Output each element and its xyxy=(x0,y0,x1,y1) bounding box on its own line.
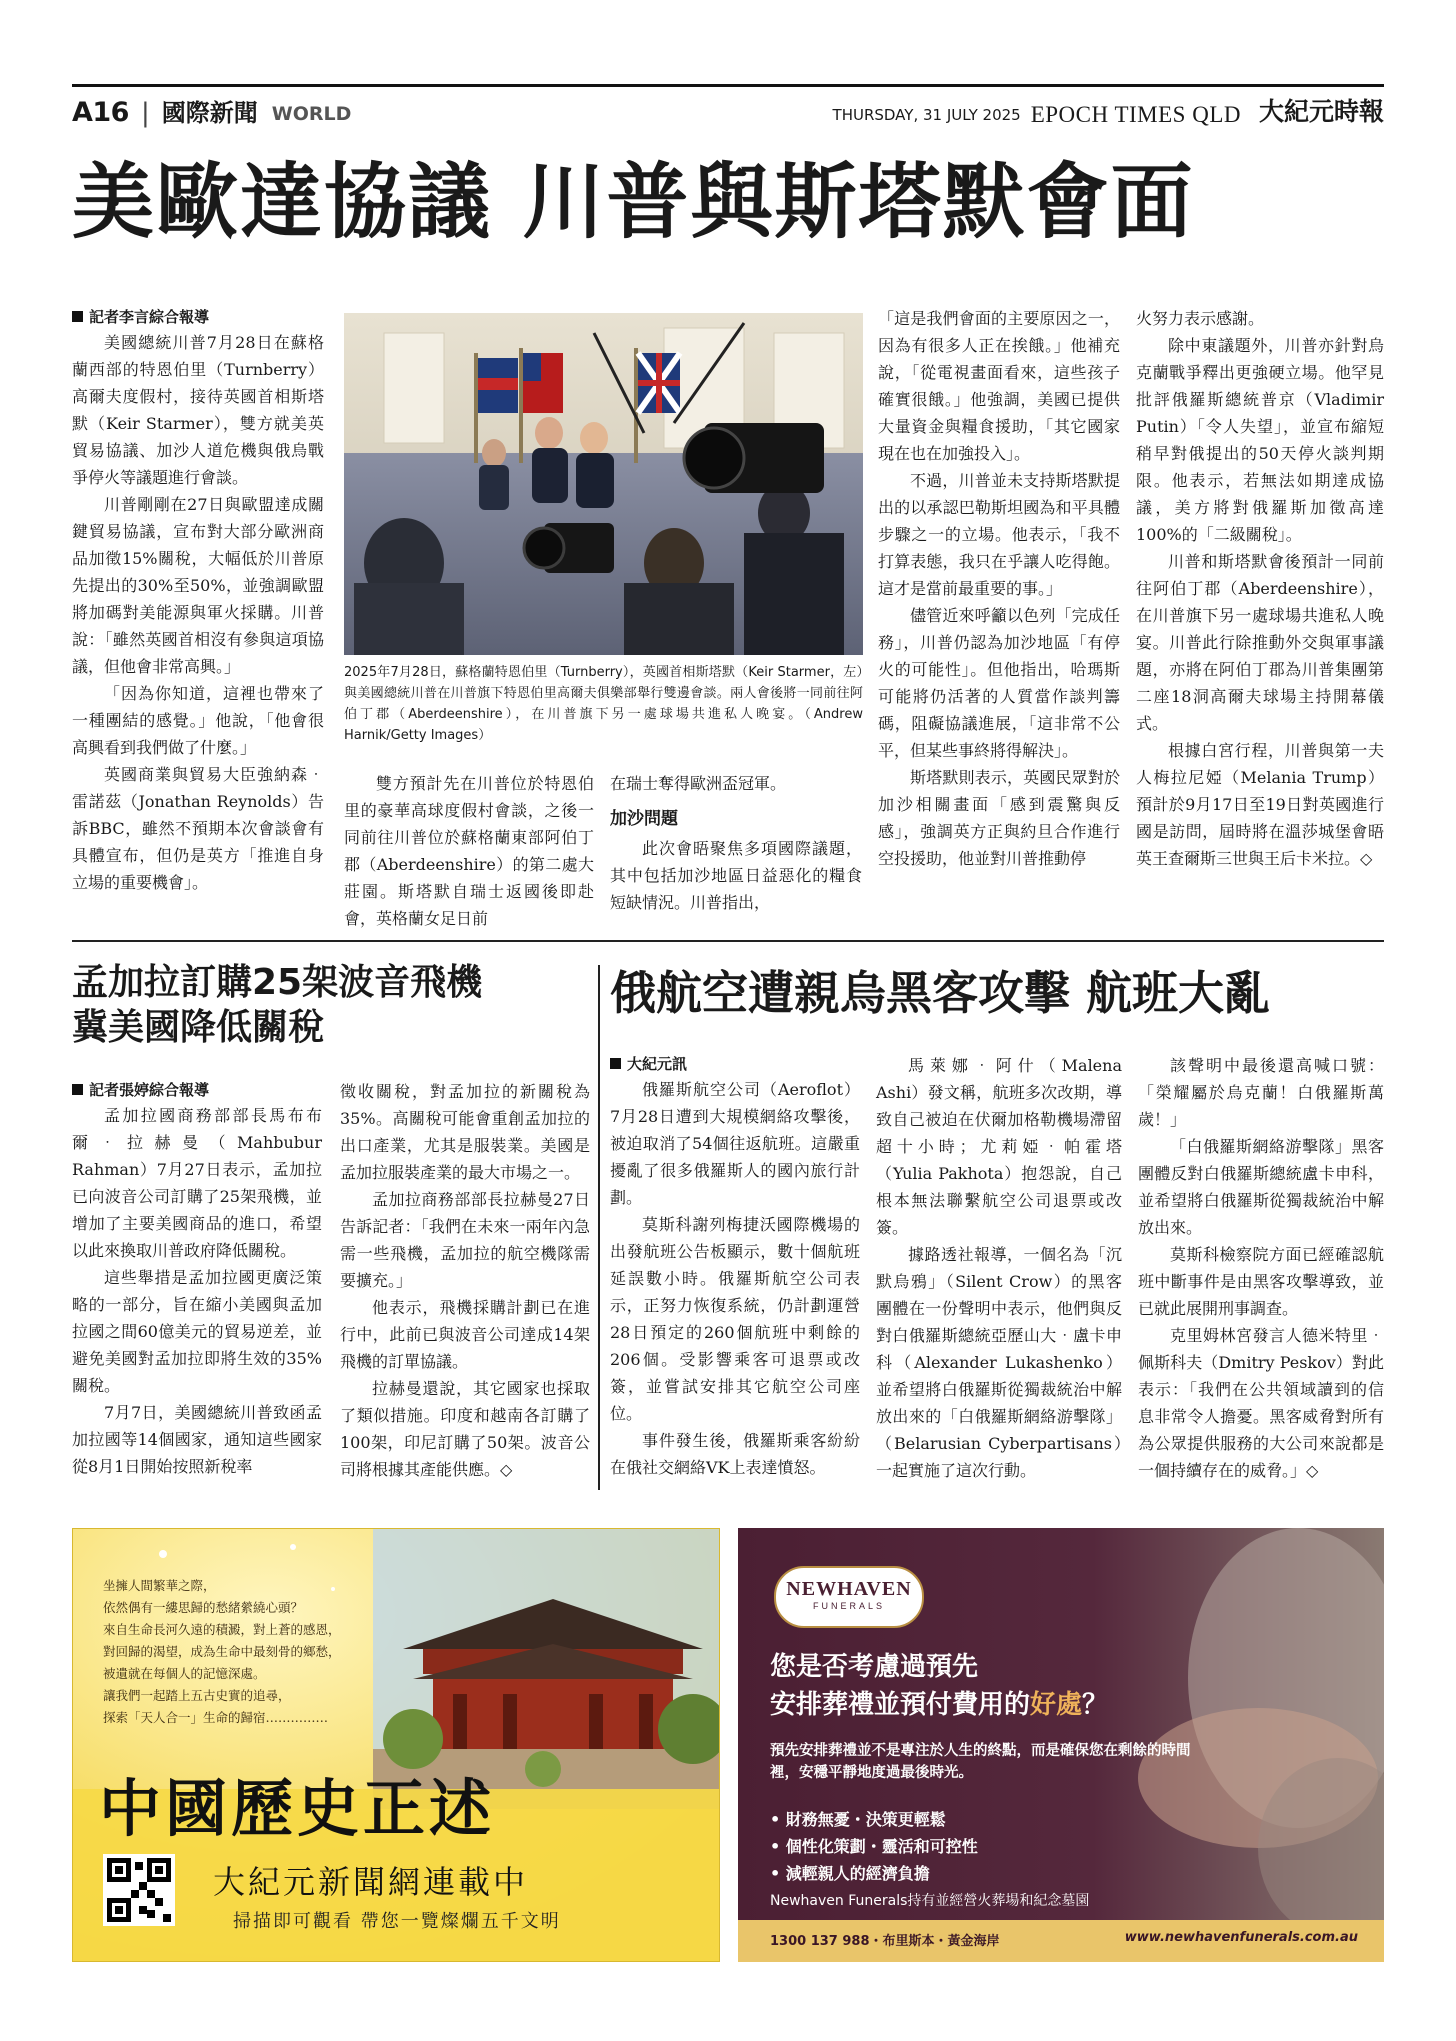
header-divider: | xyxy=(140,98,150,128)
section-title-cn: 國際新聞 xyxy=(161,99,258,127)
paragraph: 不過，川普並未支持斯塔默提出的以承認巴勒斯坦國為和平具體步驟之一的立場。他表示，「我不打算表態，我只在乎讓人吃得飽。這才是當前最重要的事。」 xyxy=(878,471,1120,598)
story2-byline: 記者張婷綜合報導 xyxy=(72,1078,322,1102)
qr-code[interactable] xyxy=(103,1854,175,1926)
ad-subtitle: 大紀元新聞網連載中 xyxy=(213,1863,529,1901)
story1-column-4 xyxy=(878,305,1120,872)
paragraph: 這些舉措是孟加拉國更廣泛策略的一部分，旨在縮小美國與孟加拉國之間60億美元的貿易逆差，並避免美國對孟加拉即將生效的35%關稅。 xyxy=(72,1268,322,1395)
ad-bullets: • 財務無憂・決策更輕鬆 • 個性化策劃・靈活和可控性 • 減輕親人的經濟負擔 xyxy=(770,1810,978,1883)
paragraph: 「這是我們會面的主要原因之一，因為有很多人正在挨餓。」他補充說，「從電視畫面看來，這些孩子確實很餓。」他強調，美國已提供大量資金與糧食援助，「其它國家現在也在加強投入」。 xyxy=(878,309,1120,463)
paragraph: 「白俄羅斯網絡游擊隊」黑客團體反對白俄羅斯總統盧卡申科，並希望將白俄羅斯從獨裁統治中解放出來。 xyxy=(1138,1137,1384,1237)
paragraph: 川普和斯塔默會後預計一同前往阿伯丁郡（Aberdeenshire），在川普旗下另一處球場共進私人晚宴。川普此行除推動外交與軍事議題，亦將在阿伯丁郡為川普集團第二座18洞高爾夫球場主持開幕儀式。 xyxy=(1136,552,1384,733)
paragraph: 英國商業與貿易大臣強納森‧雷諾茲（Jonathan Reynolds）告訴BBC，雖然不預期本次會談會有具體宣布，但仍是英方「推進自身立場的重要機會」。 xyxy=(72,765,324,892)
history-ad[interactable] xyxy=(72,1528,720,1962)
ad-title: 中國歷史正述 xyxy=(99,1772,496,1845)
story3-byline: 大紀元訊 xyxy=(610,1052,860,1076)
paragraph: 馬萊娜‧阿什（Malena Ashi）發文稱，航班多次改期，導致自己被迫在伏爾加格勒機場滯留超十小時；尤莉婭‧帕霍塔（Yulia Pakhota）抱怨說，自己根本無法聯繫航空公司退票或改簽。 xyxy=(876,1056,1122,1237)
paragraph: 火努力表示感謝。 xyxy=(1136,309,1265,328)
photo-caption: 2025年7月28日，蘇格蘭特恩伯里（Turnberry），英國首相斯塔默（Keir Starmer，左）與美國總統川普在川普旗下特恩伯里高爾夫俱樂部舉行雙邊會談。兩人會後將一同前往阿伯丁郡（Aberdeenshire），在川普旗下另一處球場共進私人晚宴。（Andrew Harnik/Getty Images） xyxy=(344,665,863,743)
story2-column-2 xyxy=(340,1078,590,1483)
ad-poem: 坐擁人間繁華之際， 依然偶有一縷思歸的愁緒縈繞心頭？ 來自生命長河久遠的積澱，對上蒼的感恩， 對回歸的渴望，成為生命中最刻骨的鄉愁， 被遺就在每個人的記憶深處。 讓我們一起踏上五古史實的追尋， 探索「天人合一」生命的歸宿…………… xyxy=(103,1578,341,1725)
paragraph: 徵收關稅，對孟加拉的新關稅為35%。高關稅可能會重創孟加拉的出口產業，尤其是服裝業。美國是孟加拉服裝產業的最大市場之一。 xyxy=(340,1082,590,1182)
story3-column-1 xyxy=(610,1052,860,1481)
ad-tagline: 掃描即可觀看 帶您一覽燦爛五千文明 xyxy=(233,1911,561,1932)
newhaven-ad[interactable] xyxy=(738,1528,1384,1962)
paragraph: 莫斯科檢察院方面已經確認航班中斷事件是由黑客攻擊導致，並已就此展開刑事調查。 xyxy=(1138,1245,1384,1318)
paper-name-en: EPOCH TIMES QLD xyxy=(1030,102,1241,127)
story3-column-2 xyxy=(876,1052,1122,1484)
ad-website-link[interactable]: www.newhavenfunerals.com.au xyxy=(1124,1930,1358,1945)
ad-headline: 您是否考慮過預先 安排葬禮並預付費用的好處？ xyxy=(770,1652,1109,1720)
paragraph: 川普剛剛在27日與歐盟達成關鍵貿易協議，宣布對大部分歐洲商品加徵15%關稅，大幅低於川普原先提出的30%至50%，並強調歐盟將加碼對美能源與軍火採購。川普說：「雖然英國首相沒有參與這項協議，但他會非常高興。」 xyxy=(72,495,324,676)
paragraph: 事件發生後，俄羅斯乘客紛紛在俄社交網絡VK上表達憤怒。 xyxy=(610,1431,860,1477)
newhaven-logo: NEWHAVEN FUNERALS xyxy=(774,1566,924,1628)
paragraph: 儘管近來呼籲以色列「完成任務」，川普仍認為加沙地區「有停火的可能性」。但他指出，哈瑪斯可能將仍活著的人質當作談判籌碼，阻礙協議進展，「這非常不公平，但某些事終將得解決」。 xyxy=(878,606,1120,760)
paragraph: 此次會晤聚焦多項國際議題，其中包括加沙地區日益惡化的糧食短缺情況。川普指出， xyxy=(610,839,862,912)
story2-headline: 孟加拉訂購25架波音飛機 冀美國降低關稅 xyxy=(72,962,483,1048)
story1-column-2 xyxy=(344,770,594,932)
bullet-dot-icon: • xyxy=(770,1864,786,1883)
paragraph: 拉赫曼還說，其它國家也採取了類似措施。印度和越南各訂購了100架，印尼訂購了50架。波音公司將根據其產能供應。◇ xyxy=(340,1379,590,1479)
paragraph: 「因為你知道，這裡也帶來了一種團結的感覺。」他說，「他會很高興看到我們做了什麼。」 xyxy=(72,684,324,757)
issue-date: THURSDAY, 31 JULY 2025 xyxy=(832,106,1021,124)
ad-footer-note: Newhaven Funerals持有並經營火葬場和紀念墓園 xyxy=(770,1893,1090,1909)
story1-column-5 xyxy=(1136,305,1384,872)
column-divider xyxy=(598,965,600,1490)
section-title-en: WORLD xyxy=(271,103,352,125)
story3-column-3 xyxy=(1138,1052,1384,1484)
paragraph: 該聲明中最後還高喊口號：「榮耀屬於烏克蘭！白俄羅斯萬歲！」 xyxy=(1138,1056,1384,1129)
paragraph: 孟加拉國商務部部長馬布布爾‧拉赫曼（Mahbubur Rahman）7月27日表示，孟加拉已向波音公司訂購了25架飛機，並增加了主要美國商品的進口，希望以此來換取川普政府降低關稅。 xyxy=(72,1106,322,1260)
page-header xyxy=(72,84,1384,136)
paragraph: 美國總統川普7月28日在蘇格蘭西部的特恩伯里（Turnberry）高爾夫度假村，接待英國首相斯塔默（Keir Starmer），雙方就美英貿易協議、加沙人道危機與俄烏戰爭停火等議題進行會談。 xyxy=(72,333,324,487)
paragraph: 據路透社報導，一個名為「沉默烏鴉」（Silent Crow）的黑客團體在一份聲明中表示，他們與反對白俄羅斯總統亞歷山大‧盧卡申科（Alexander Lukashenko）並希望將白俄羅斯從獨裁統治中解放出來的「白俄羅斯網絡游擊隊」（Belarusian Cyberpartisans）一起實施了這次行動。 xyxy=(876,1245,1122,1480)
bullet-dot-icon: • xyxy=(770,1837,786,1856)
meeting-photo-illustration xyxy=(344,313,863,655)
bullet-dot-icon: • xyxy=(770,1810,786,1829)
story1-column-1 xyxy=(72,305,324,896)
paragraph: 雙方預計先在川普位於特恩伯里的豪華高球度假村會談，之後一同前往川普位於蘇格蘭東部阿伯丁郡（Aberdeenshire）的第二處大莊園。斯塔默自瑞士返國後即赴會，英格蘭女足日前 xyxy=(344,774,594,928)
paragraph: 除中東議題外，川普亦針對烏克蘭戰爭釋出更強硬立場。他罕見批評俄羅斯總統普京（Vladimir Putin）「令人失望」，並宣布縮短稍早對俄提出的50天停火談判期限。他表示，若無法如期達成協議，美方將對俄羅斯加徵高達100%的「二級關稅」。 xyxy=(1136,336,1384,544)
paper-name-cn: 大紀元時報 xyxy=(1258,97,1384,126)
byline-square-icon xyxy=(72,311,83,322)
byline-square-icon xyxy=(610,1058,621,1069)
paragraph: 俄羅斯航空公司（Aeroflot）7月28日遭到大規模網絡攻擊後，被迫取消了54個往返航班。這嚴重擾亂了很多俄羅斯人的國內旅行計劃。 xyxy=(610,1080,860,1207)
ad-contact[interactable]: 1300 137 988・布里斯本・黃金海岸 xyxy=(770,1934,1000,1949)
paragraph: 斯塔默則表示，英國民眾對於加沙相關畫面「感到震驚與反感」，強調英方正與約旦合作進行空投援助，他並對川普推動停 xyxy=(878,768,1120,868)
section-divider xyxy=(72,940,1384,942)
news-photo xyxy=(344,313,863,655)
main-headline: 美歐達協議 川普與斯塔默會面 xyxy=(72,155,1195,250)
paragraph: 7月7日，美國總統川普致函孟加拉國等14個國家，通知這些國家從8月1日開始按照新稅率 xyxy=(72,1403,322,1476)
byline-square-icon xyxy=(72,1084,83,1095)
paragraph: 莫斯科謝列梅捷沃國際機場的出發航班公告板顯示，數十個航班延誤數小時。俄羅斯航空公司表示，正努力恢復系統，仍計劃運營28日預定的260個航班中剩餘的206個。受影響乘客可退票或改簽，並嘗試安排其它航空公司座位。 xyxy=(610,1215,860,1423)
paragraph: 在瑞士奪得歐洲盃冠軍。 xyxy=(610,774,787,793)
page-number: A16 xyxy=(72,97,129,128)
paragraph: 根據白宮行程，川普與第一夫人梅拉尼婭（Melania Trump）預計於9月17日至19日對英國進行國是訪問，屆時將在溫莎城堡會晤英王查爾斯三世與王后卡米拉。◇ xyxy=(1136,741,1384,868)
paragraph: 克里姆林宮發言人德米特里‧佩斯科夫（Dmitry Peskov）對此表示：「我們在公共領域讀到的信息非常令人擔憂。黑客威脅對所有為公眾提供服務的大公司來說都是一個持續存在的威脅。」◇ xyxy=(1138,1326,1384,1480)
story1-column-3 xyxy=(610,770,862,916)
qr-code-icon xyxy=(107,1858,171,1922)
paragraph: 他表示，飛機採購計劃已在進行中，此前已與波音公司達成14架飛機的訂單協議。 xyxy=(340,1298,590,1371)
story2-column-1 xyxy=(72,1078,322,1480)
paragraph: 孟加拉商務部部長拉赫曼27日告訴記者：「我們在未來一兩年內急需一些飛機，孟加拉的航空機隊需要擴充。」 xyxy=(340,1190,590,1290)
story1-byline: 記者李言綜合報導 xyxy=(72,305,324,329)
ad-body: 預先安排葬禮並不是專注於人生的終點，而是確保您在剩餘的時間裡，安穩平靜地度過最後時光。 xyxy=(770,1743,1191,1781)
story1-subhead: 加沙問題 xyxy=(610,809,678,829)
masthead xyxy=(833,92,1384,128)
story3-headline: 俄航空遭親烏黑客攻擊 航班大亂 xyxy=(610,966,1271,1020)
